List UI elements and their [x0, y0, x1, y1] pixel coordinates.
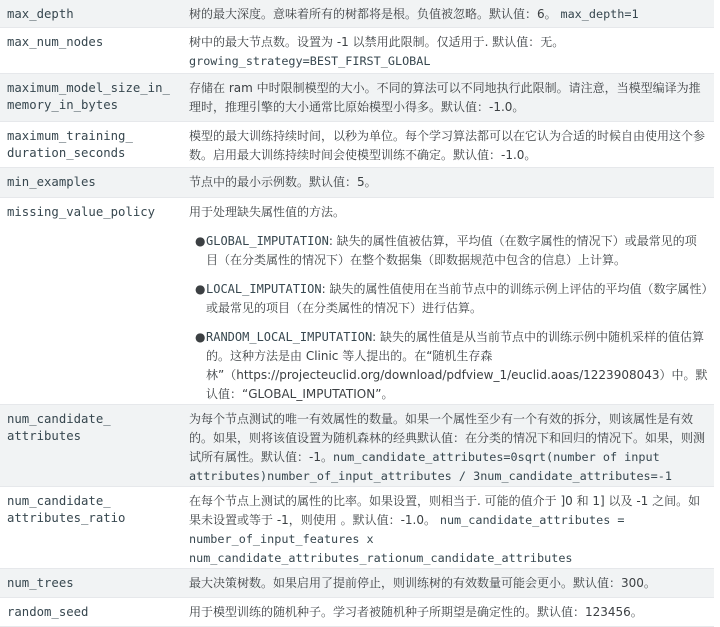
option-text: : 缺失的属性值是从当前节点中的训练示例中随机采样的值估算的。这种方法是由 Clinic 等人提出的。在“随机生存森林”（https://projecteuclid.org/download/pdfview_1/euclid.aoas/1223908043）中。默认值：“GLOBAL_IMPUTATION”。: [206, 329, 708, 401]
option-label: RANDOM_LOCAL_IMPUTATION: [206, 329, 373, 344]
policy-options-list: [189, 232, 708, 404]
param-name: max_num_nodes: [7, 34, 104, 49]
param-description: 树中的最大节点数。设置为 -1 以禁用此限制。仅适用于. 默认值：无。 growing_strategy=BEST_FIRST_GLOBAL: [189, 34, 565, 68]
param-description: 最大决策树数。如果启用了提前停止，则训练树的有效数量可能会更小。默认值：300。: [189, 575, 656, 590]
table-row: [0, 27, 714, 73]
param-description: 存储在 ram 中时限制模型的大小。不同的算法可以不同地执行此限制。请注意，当模型编译为推理时，推理引擎的大小通常比原始模型小得多。默认值：-1.0。: [189, 80, 701, 114]
list-item: [195, 280, 708, 318]
param-name: missing_value_policy: [7, 204, 156, 219]
table-row: [0, 0, 714, 27]
option-text: : 缺失的属性值被估算，平均值（在数字属性的情况下）或最常见的项目（在分类属性的情况下）在整个数据集（即数据规范中包含的信息）上计算。: [206, 233, 697, 267]
param-name: num_candidate_ attributes: [7, 411, 111, 443]
option-text: : 缺失的属性值使用在当前节点中的训练示例上评估的平均值（数字属性）或最常见的项目（在分类属性的情况下）进行估算。: [206, 281, 708, 315]
param-name: num_candidate_ attributes_ratio: [7, 493, 126, 525]
option-label: LOCAL_IMPUTATION: [206, 281, 322, 296]
param-description: 用于模型训练的随机种子。学习者被随机种子所期望是确定性的。默认值：123456。: [189, 604, 643, 619]
bullet-icon: ●: [195, 329, 206, 344]
param-description: 模型的最大训练持续时间，以秒为单位。每个学习算法都可以在它认为合适的时候自由使用这个参数。启用最大训练持续时间会使模型训练不确定。默认值：-1.0。: [189, 128, 706, 162]
param-description: 树的最大深度。意味着所有的树都将是根。负值被忽略。默认值：6。 max_depth=1: [189, 7, 639, 21]
table-row: [0, 73, 714, 121]
table-row: [0, 167, 714, 197]
param-name: random_seed: [7, 604, 89, 619]
param-name: maximum_training_ duration_seconds: [7, 128, 133, 160]
option-label: GLOBAL_IMPUTATION: [206, 233, 329, 248]
param-name: num_trees: [7, 575, 74, 590]
list-item: [195, 232, 708, 270]
table-row: [0, 404, 714, 486]
bullet-icon: ●: [195, 233, 206, 248]
table-row: [0, 121, 714, 167]
table-row: [0, 197, 714, 404]
code-snippet: num_candidate_attributes=0sqrt(number of input attributes)number_of_input_attributes / 3num_candidate_attributes=-1: [189, 449, 672, 483]
table-row: [0, 597, 714, 626]
param-name: maximum_model_size_in_ memory_in_bytes: [7, 80, 170, 112]
code-snippet: max_depth=1: [560, 7, 639, 21]
code-snippet: num_candidate_attributes = number_of_input_features x num_candidate_attributes_rationum_candidate_attributes: [189, 512, 625, 565]
param-name: min_examples: [7, 174, 96, 189]
param-name: max_depth: [7, 7, 74, 21]
bullet-icon: ●: [195, 281, 206, 296]
code-snippet: growing_strategy=BEST_FIRST_GLOBAL: [189, 53, 431, 68]
table-row: [0, 486, 714, 568]
param-description: 在每个节点上测试的属性的比率。如果设置，则相当于. 可能的值介于 ]0 和 1] 以及 -1 之间。如果未设置或等于 -1，则使用 。默认值：-1.0。 num_candidate_attributes = number_of_input_features x num_candidate_attributes_rationum_candidate_attributes: [189, 493, 701, 565]
list-item: [195, 328, 708, 404]
param-description: 节点中的最小示例数。默认值：5。: [189, 174, 377, 189]
param-description: 为每个节点测试的唯一有效属性的数量。如果一个属性至少有一个有效的拆分，则该属性是有效的。如果，则将该值设置为随机森林的经典默认值：在分类的情况下和回归的情况下。如果，则测试所有属性。默认值：-1。num_candidate_attributes=0sqrt(number of input attributes)number_of_input_attributes / 3num_candidate_attributes=-1: [189, 411, 706, 483]
param-description: 用于处理缺失属性值的方法。 ● GLOBAL_IMPUTATION: 缺失的属性值被估算，平均值（在数字属性的情况下）或最常见的项目（在分类属性的情况下）在整个数据集（即数据规范中包含的信息）上计算。 ● LOCAL_IMPUTATION: 缺失的属性值使用在当前节点中的训练示例上评估的平均值（数字属性）或最常见的项目（在分类属性的情况下）进行估算。 ● RANDOM_LOCAL_IMPUTATION: 缺失的属性值是从当前节点中的训练示例中随机采样的值估算的。这种方法是由 Clinic 等人提出的。在“随机生存森林”（https://projecteuclid.org/download/pdfview_1/euclid.aoas/1223908043）中。默认值：“GLOBAL_IMPUTATION”。: [179, 197, 714, 404]
